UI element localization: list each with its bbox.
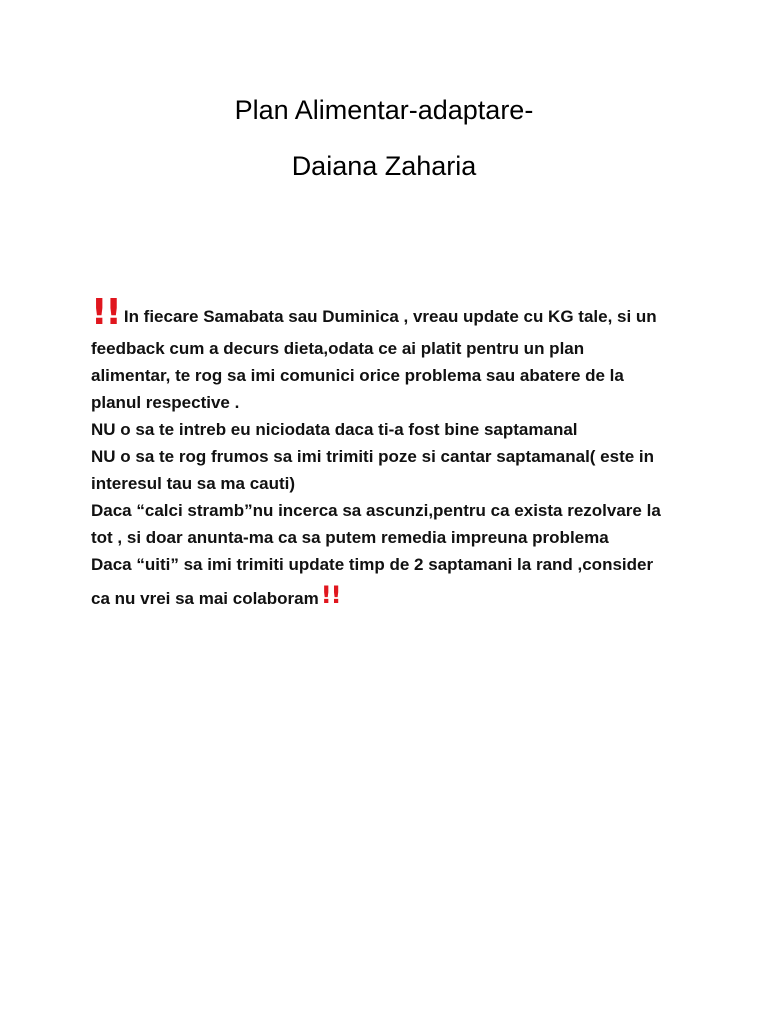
body-line: Daca “uiti” sa imi trimiti update timp de 2 saptamani la rand ,consider: [91, 555, 654, 574]
body-line-text: ca nu vrei sa mai colaboram: [91, 589, 319, 608]
body-line-text: In fiecare Samabata sau Duminica , vreau update cu KG tale, si un: [123, 307, 657, 326]
double-exclamation-icon: !!: [320, 581, 341, 609]
body-line: Daca “calci stramb”nu incerca sa ascunzi,pentru ca exista rezolvare la: [91, 501, 661, 520]
body-line: tot , si doar anunta-ma ca sa putem remedia impreuna problema: [91, 528, 609, 547]
body-line: feedback cum a decurs dieta,odata ce ai platit pentru un plan: [91, 339, 585, 358]
body-line: NU o sa te intreb eu niciodata daca ti-a fost bine saptamanal: [91, 420, 578, 439]
body-line: interesul tau sa ma cauti): [91, 474, 296, 493]
double-exclamation-icon: !!: [91, 292, 120, 333]
document-author: Daiana Zaharia: [291, 151, 477, 181]
document-title: Plan Alimentar-adaptare-: [234, 95, 534, 125]
body-line: alimentar, te rog sa imi comunici orice problema sau abatere de la: [91, 366, 624, 385]
body-line: planul respective .: [91, 393, 240, 412]
body-line: [91, 292, 691, 333]
body-line: [91, 582, 691, 616]
body-line: NU o sa te rog frumos sa imi trimiti poze si cantar saptamanal( este in: [91, 447, 655, 466]
document-body: [91, 292, 691, 616]
